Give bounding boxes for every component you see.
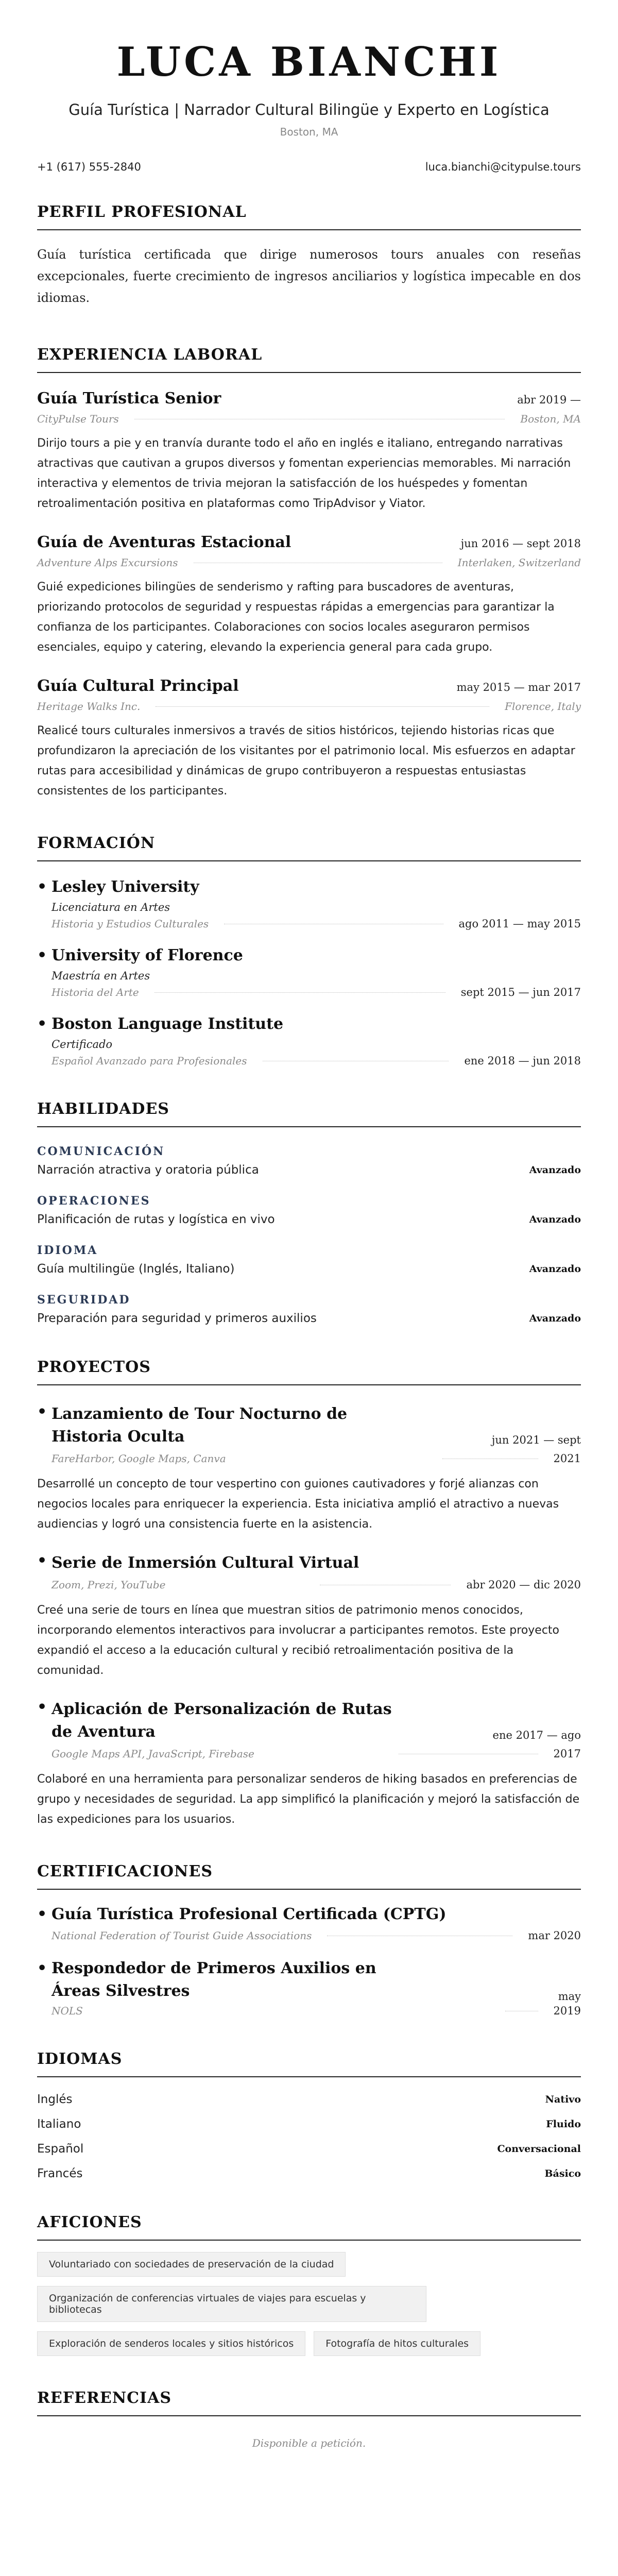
skill-category: IDIOMA: [37, 1244, 98, 1257]
bullet-icon: •: [37, 1015, 47, 1033]
references-text: Disponible a petición.: [252, 2437, 366, 2449]
dotted-leader: [154, 992, 445, 993]
summary-section: [37, 203, 581, 309]
skill-category: SEGURIDAD: [37, 1293, 131, 1307]
languages-section: [37, 2050, 581, 2180]
summary-title: PERFIL PROFESIONAL: [37, 203, 581, 230]
project-description: Desarrollé un concepto de tour vespertino con guiones cautivadores y forjé alianzas con negocios locales para enriquecer la experiencia. Esta iniciativa amplió el atractivo a nuevas audiencias y logró una consistencia fuerte en la asistencia.: [37, 1478, 559, 1531]
language-name: Inglés: [37, 2093, 73, 2106]
education-dates: sept 2015 — jun 2017: [460, 986, 581, 998]
job-title: Guía Cultural Principal: [37, 677, 239, 695]
contact-row: [37, 161, 581, 173]
bullet-icon: •: [37, 1698, 47, 1716]
skills-section: [37, 1100, 581, 1325]
job-description: Guié expediciones bilingües de senderismo y rafting para buscadores de aventuras, priorizando protocolos de seguridad y respuestas rápidas a emergencias para garantizar la confianza de los participantes. Colaboraciones con socios locales aseguraron permisos esenciales, equipo y catering, elevando la experiencia general para cada grupo.: [37, 581, 555, 654]
hobbies-section: [37, 2213, 581, 2356]
bullet-icon: •: [37, 878, 47, 896]
job-company: Heritage Walks Inc.: [37, 700, 141, 713]
job-entry: [37, 677, 581, 801]
certifications-section: [37, 1862, 581, 2017]
project-dates-line2: 2017: [553, 1748, 581, 1760]
job-title: Guía de Aventuras Estacional: [37, 533, 291, 551]
skill-level: Avanzado: [529, 1214, 581, 1225]
hobby-chips: [37, 2252, 581, 2356]
certification-date-line2: 2019: [553, 2005, 581, 2017]
job-entry: [37, 389, 581, 514]
certification-entry: [37, 1957, 581, 2017]
education-entry: [37, 1015, 581, 1067]
job-location: Interlaken, Switzerland: [457, 556, 581, 569]
skill-group: [37, 1145, 581, 1177]
project-dates: [492, 1432, 581, 1448]
certifications-title: CERTIFICACIONES: [37, 1862, 581, 1890]
candidate-name: LUCA BIANCHI: [116, 39, 502, 86]
project-tools: FareHarbor, Google Maps, Canva: [52, 1452, 226, 1465]
education-entry: [37, 878, 581, 930]
project-dates-line2: 2021: [553, 1452, 581, 1465]
experience-title: EXPERIENCIA LABORAL: [37, 346, 581, 373]
job-title: Guía Turística Senior: [37, 389, 221, 408]
candidate-location: Boston, MA: [280, 126, 338, 138]
email-address: luca.bianchi@citypulse.tours: [425, 161, 581, 173]
job-dates: abr 2019 —: [517, 394, 581, 406]
degree: Certificado: [52, 1038, 113, 1050]
certification-date: mar 2020: [528, 1929, 581, 1942]
skill-name: Planificación de rutas y logística en vivo: [37, 1213, 275, 1226]
language-level: Nativo: [545, 2094, 581, 2105]
project-title: Aplicación de Personalización de Rutas de Aventura: [52, 1700, 392, 1741]
project-entry: [37, 1552, 581, 1681]
language-row: [37, 2117, 581, 2131]
education-entry: [37, 946, 581, 998]
certification-entry: [37, 1905, 581, 1942]
education-dates: ene 2018 — jun 2018: [464, 1055, 581, 1067]
languages-title: IDIOMAS: [37, 2050, 581, 2077]
school-name: Lesley University: [52, 878, 199, 896]
education-section: [37, 834, 581, 1067]
skill-category: COMUNICACIÓN: [37, 1145, 165, 1158]
job-dates: may 2015 — mar 2017: [456, 681, 581, 693]
experience-section: [37, 346, 581, 801]
degree: Licenciatura en Artes: [52, 901, 170, 913]
language-name: Francés: [37, 2167, 83, 2180]
certification-title: Guía Turística Profesional Certificada (CPTG): [52, 1905, 447, 1923]
project-dates: [493, 1727, 581, 1743]
education-dates: ago 2011 — may 2015: [458, 918, 581, 930]
skill-level: Avanzado: [529, 1313, 581, 1324]
job-description: Realicé tours culturales inmersivos a través de sitios históricos, tejiendo historias ricas que profundizaron la apreciación de los visitantes por el patrimonio local. Mis esfuerzos en adaptar rutas para accesibilidad y dinámicas de grupo contribuyeron a respuestas entusiastas consistentes de los participantes.: [37, 724, 575, 798]
project-tools: Zoom, Prezi, YouTube: [52, 1579, 166, 1591]
skill-name: Narración atractiva y oratoria pública: [37, 1163, 259, 1177]
skill-group: [37, 1244, 581, 1276]
project-dates-line1: abr 2020 — dic 2020: [466, 1579, 581, 1591]
project-description: Creé una serie de tours en línea que muestran sitios de patrimonio menos conocidos, incorporando elementos interactivos para involucrar a participantes remotos. Este proyecto expandió el acceso a la educación cultural y recibió retroalimentación positiva de la comunidad.: [37, 1604, 560, 1677]
bullet-icon: •: [37, 1905, 47, 1923]
project-title: Lanzamiento de Tour Nocturno de Historia Oculta: [52, 1405, 348, 1446]
language-row: [37, 2093, 581, 2106]
job-location: Boston, MA: [520, 413, 581, 425]
project-title: Serie de Inmersión Cultural Virtual: [52, 1554, 359, 1572]
skill-group: [37, 1194, 581, 1226]
language-row: [37, 2142, 581, 2156]
language-name: Italiano: [37, 2117, 81, 2131]
skill-name: Preparación para seguridad y primeros auxilios: [37, 1312, 317, 1325]
bullet-icon: •: [37, 946, 47, 964]
projects-section: [37, 1358, 581, 1829]
job-dates: jun 2016 — sept 2018: [460, 537, 581, 550]
hobby-chip: Voluntariado con sociedades de preservación de la ciudad: [37, 2252, 346, 2277]
school-name: University of Florence: [52, 946, 243, 964]
project-entry: [37, 1403, 581, 1534]
bullet-icon: •: [37, 1959, 47, 1977]
certification-issuer: National Federation of Tourist Guide Associations: [52, 1929, 312, 1942]
skill-level: Avanzado: [529, 1164, 581, 1176]
field-of-study: Historia y Estudios Culturales: [52, 918, 209, 930]
field-of-study: Historia del Arte: [52, 986, 139, 998]
summary-text: Guía turística certificada que dirige numerosos tours anuales con reseñas excepcionales, fuerte crecimiento de ingresos anciliarios y logística impecable en dos idiomas.: [37, 247, 581, 305]
project-dates-line1: ene 2017 — ago: [492, 1729, 581, 1741]
school-name: Boston Language Institute: [52, 1015, 284, 1033]
dotted-leader: [156, 706, 489, 707]
skill-name: Guía multilingüe (Inglés, Italiano): [37, 1262, 235, 1276]
job-entry: [37, 533, 581, 657]
job-location: Florence, Italy: [505, 700, 581, 713]
phone-number: +1 (617) 555-2840: [37, 161, 141, 173]
project-dates-line1: jun 2021 — sept: [491, 1434, 581, 1446]
language-level: Básico: [544, 2168, 581, 2179]
skill-category: OPERACIONES: [37, 1194, 151, 1208]
field-of-study: Español Avanzado para Profesionales: [52, 1055, 247, 1067]
hobby-chip: Fotografía de hitos culturales: [314, 2331, 480, 2356]
hobby-chip: Organización de conferencias virtuales de viajes para escuelas y bibliotecas: [37, 2286, 426, 2322]
certification-issuer: NOLS: [52, 2005, 83, 2017]
certification-title: Respondedor de Primeros Auxilios en Áreas Silvestres: [52, 1959, 376, 2000]
language-row: [37, 2167, 581, 2180]
hobby-chip: Exploración de senderos locales y sitios históricos: [37, 2331, 305, 2356]
bullet-icon: •: [37, 1552, 47, 1570]
references-title: REFERENCIAS: [37, 2389, 581, 2416]
skill-group: [37, 1293, 581, 1325]
candidate-tagline: Guía Turística | Narrador Cultural Bilingüe y Experto en Logística: [68, 101, 550, 118]
resume-header: [37, 0, 581, 138]
job-company: CityPulse Tours: [37, 413, 119, 425]
language-level: Conversacional: [497, 2143, 581, 2155]
skills-title: HABILIDADES: [37, 1100, 581, 1127]
language-name: Español: [37, 2142, 84, 2156]
references-section: [37, 2389, 581, 2449]
project-entry: [37, 1698, 581, 1829]
education-title: FORMACIÓN: [37, 834, 581, 861]
language-level: Fluido: [546, 2119, 581, 2130]
project-tools: Google Maps API, JavaScript, Firebase: [52, 1748, 254, 1760]
project-description: Colaboré en una herramienta para personalizar senderos de hiking basados en preferencias de grupo y necesidades de seguridad. La app simplificó la planificación y mejoró la satisfacción de las expediciones para los usuarios.: [37, 1773, 580, 1826]
certification-date-line1: may: [558, 1990, 581, 2003]
bullet-icon: •: [37, 1403, 47, 1421]
job-company: Adventure Alps Excursions: [37, 556, 178, 569]
job-description: Dirijo tours a pie y en tranvía durante todo el año en inglés e italiano, entregando narrativas atractivas que cautivan a grupos diversos y fomentan experiencias memorables. Mi narración interactiva y elementos de trivia mejoran la satisfacción de los huéspedes y fomentan retroalimentación positiva en plataformas como TripAdvisor y Viator.: [37, 437, 571, 510]
projects-title: PROYECTOS: [37, 1358, 581, 1385]
skill-level: Avanzado: [529, 1263, 581, 1275]
degree: Maestría en Artes: [52, 970, 150, 982]
hobbies-title: AFICIONES: [37, 2213, 581, 2241]
